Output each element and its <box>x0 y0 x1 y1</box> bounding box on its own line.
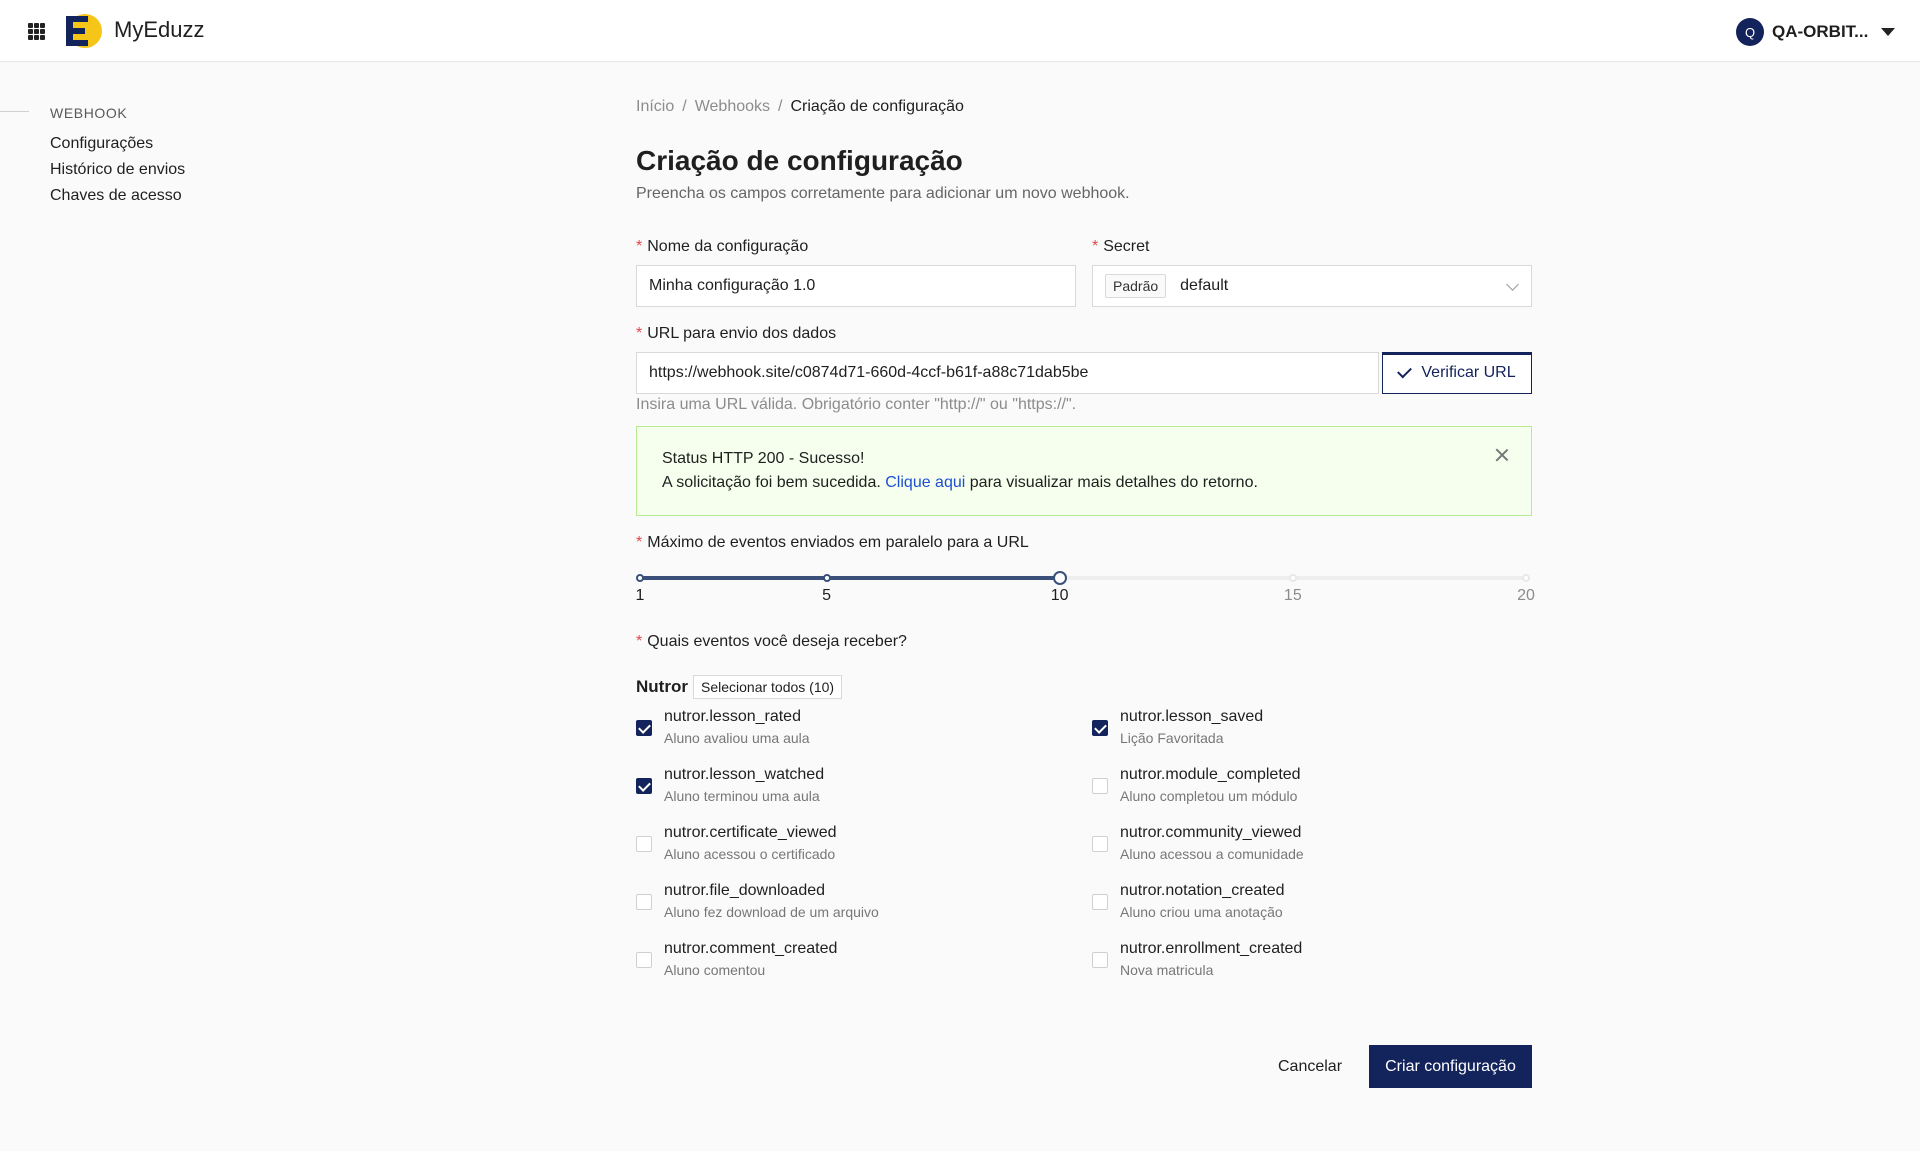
event-checkbox[interactable] <box>1092 952 1108 968</box>
required-mark: * <box>636 325 643 342</box>
check-icon <box>1397 364 1412 379</box>
required-mark: * <box>1092 238 1099 255</box>
breadcrumb-item-inicio[interactable]: Início <box>636 98 675 115</box>
secret-value: default <box>1180 277 1229 294</box>
slider-mark-label[interactable]: 15 <box>1283 587 1302 604</box>
breadcrumb-separator: / <box>778 98 783 115</box>
select-all-button[interactable]: Selecionar todos (10) <box>693 675 842 699</box>
sidebar-item-historico[interactable]: Histórico de envios <box>50 161 186 178</box>
secret-field-label: * Secret <box>1092 238 1150 255</box>
brand-name[interactable]: MyEduzz <box>114 17 205 42</box>
caret-down-icon[interactable] <box>1881 28 1895 36</box>
event-name[interactable]: nutror.comment_created <box>664 940 838 957</box>
event-description: Aluno fez download de um arquivo <box>664 904 879 920</box>
breadcrumb-separator: / <box>682 98 687 115</box>
slider-mark-dot[interactable] <box>636 574 644 582</box>
breadcrumb-item-webhooks[interactable]: Webhooks <box>694 98 771 115</box>
event-description: Aluno acessou o certificado <box>664 846 836 862</box>
alert-details-link[interactable]: Clique aqui <box>885 474 966 491</box>
page-subtitle: Preencha os campos corretamente para adicionar um novo webhook. <box>636 185 1130 202</box>
required-mark: * <box>636 534 643 551</box>
secret-tag: Padrão <box>1105 274 1166 298</box>
url-field-label: * URL para envio dos dados <box>636 325 837 342</box>
cancel-button[interactable]: Cancelar <box>1260 1046 1360 1088</box>
event-name[interactable]: nutror.lesson_saved <box>1120 708 1264 725</box>
url-help-text: Insira uma URL válida. Obrigatório conter "http://" ou "https://". <box>636 396 1077 413</box>
slider-mark-dot[interactable] <box>1289 574 1297 582</box>
event-checkbox[interactable] <box>1092 836 1108 852</box>
event-description: Aluno avaliou uma aula <box>664 730 810 746</box>
slider-mark-label[interactable]: 20 <box>1517 587 1535 604</box>
sidebar-item-configuracoes[interactable]: Configurações <box>50 135 154 152</box>
parallel-events-slider[interactable] <box>640 572 1526 584</box>
event-name[interactable]: nutror.lesson_rated <box>664 708 801 725</box>
event-description: Aluno completou um módulo <box>1120 788 1298 804</box>
event-checkbox[interactable] <box>636 894 652 910</box>
slider-track <box>640 576 1060 580</box>
slider-mark-dot[interactable] <box>1522 574 1530 582</box>
events-field-label: * Quais eventos você deseja receber? <box>636 633 907 650</box>
sidebar-section-title: WEBHOOK <box>50 105 128 121</box>
create-config-button[interactable]: Criar configuração <box>1369 1045 1532 1088</box>
event-checkbox[interactable] <box>1092 778 1108 794</box>
sidebar-item-chaves[interactable]: Chaves de acesso <box>50 187 182 204</box>
event-name[interactable]: nutror.module_completed <box>1120 766 1301 783</box>
top-header <box>0 0 1920 62</box>
event-description: Aluno criou uma anotação <box>1120 904 1283 920</box>
event-checkbox[interactable] <box>636 952 652 968</box>
event-description: Aluno comentou <box>664 962 766 978</box>
breadcrumb <box>636 98 964 116</box>
alert-body: A solicitação foi bem sucedida. Clique aqui para visualizar mais detalhes do retorno. <box>662 474 1258 491</box>
slider-mark-label[interactable]: 1 <box>635 587 645 604</box>
user-name[interactable]: QA-ORBIT... <box>1772 22 1869 41</box>
event-group-title: Nutror <box>636 677 688 696</box>
chevron-down-icon[interactable] <box>1506 278 1519 291</box>
close-icon[interactable] <box>1494 447 1510 463</box>
event-name[interactable]: nutror.notation_created <box>1120 882 1285 899</box>
event-checkbox[interactable] <box>636 836 652 852</box>
slider-mark-label[interactable]: 5 <box>822 587 831 604</box>
alert-title: Status HTTP 200 - Sucesso! <box>662 450 865 467</box>
event-name[interactable]: nutror.community_viewed <box>1120 824 1302 841</box>
required-mark: * <box>636 238 643 255</box>
apps-grid-icon[interactable] <box>28 23 45 40</box>
slider-mark-label[interactable]: 10 <box>1050 587 1069 604</box>
event-description: Aluno acessou a comunidade <box>1120 846 1304 862</box>
eduzz-logo[interactable] <box>64 13 102 49</box>
event-description: Lição Favoritada <box>1120 730 1224 746</box>
success-alert <box>636 426 1532 516</box>
breadcrumb-current: Criação de configuração <box>790 98 964 115</box>
name-input[interactable]: Minha configuração 1.0 <box>636 265 1076 307</box>
parallel-field-label: * Máximo de eventos enviados em paralelo para a URL <box>636 534 1029 551</box>
sidebar-active-indicator <box>0 111 29 112</box>
verify-url-button[interactable]: Verificar URL <box>1382 352 1532 394</box>
url-input[interactable]: https://webhook.site/c0874d71-660d-4ccf-b61f-a88c71dab5be <box>636 352 1379 394</box>
event-checkbox[interactable] <box>636 720 652 736</box>
event-name[interactable]: nutror.certificate_viewed <box>664 824 837 841</box>
event-name[interactable]: nutror.enrollment_created <box>1120 940 1303 957</box>
secret-select[interactable] <box>1092 265 1532 307</box>
event-name[interactable]: nutror.file_downloaded <box>664 882 826 899</box>
event-checkbox[interactable] <box>636 778 652 794</box>
page-title: Criação de configuração <box>636 145 963 176</box>
event-description: Aluno terminou uma aula <box>664 788 820 804</box>
slider-mark-dot[interactable] <box>823 574 831 582</box>
event-description: Nova matricula <box>1120 962 1214 978</box>
name-field-label: * Nome da configuração <box>636 238 809 255</box>
user-avatar[interactable]: Q <box>1736 18 1764 46</box>
event-checkbox[interactable] <box>1092 720 1108 736</box>
required-mark: * <box>636 633 643 650</box>
event-checkbox[interactable] <box>1092 894 1108 910</box>
event-name[interactable]: nutror.lesson_watched <box>664 766 825 783</box>
slider-handle[interactable] <box>1053 571 1067 585</box>
